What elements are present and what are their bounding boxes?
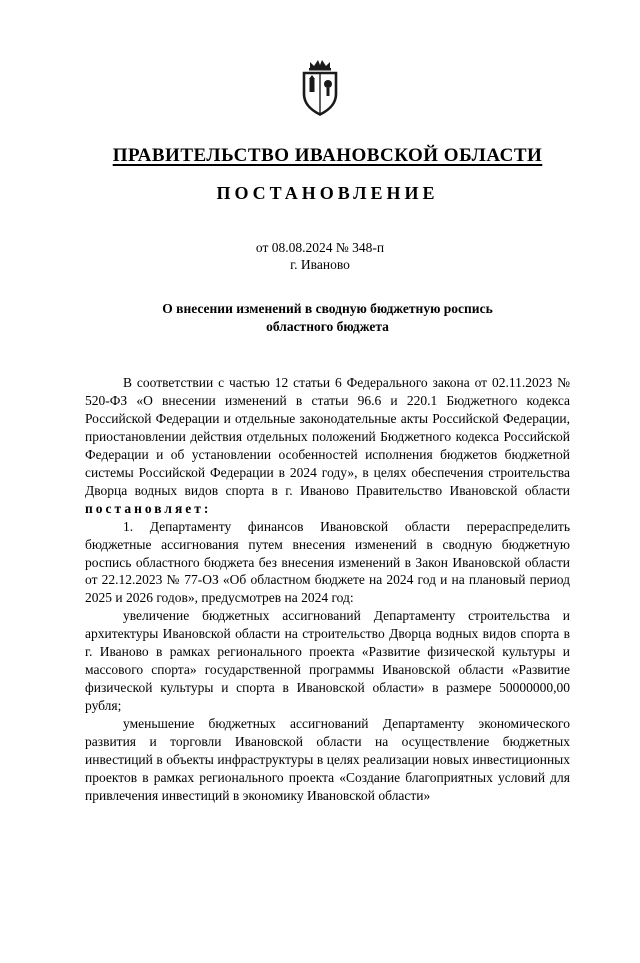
decree-word: постановляет: bbox=[85, 500, 212, 516]
paragraph-decrease-appropriations: уменьшение бюджетных ассигнований Департаменту экономического развития и торговли Ивановской области на осуществление бюджетных инвестиций в объекты инфраструктуры в целях реализации новых инвестиционных проектов в рамках регионального проекта «Создание благоприятных условий для привлечения инвестиций в экономику Ивановской области» bbox=[85, 716, 570, 803]
paragraph-increase-appropriations: увеличение бюджетных ассигнований Департаменту строительства и архитектуры Ивановской области на строительство Дворца водных видов спорта в г. Иваново в рамках регионального проекта «Развитие физической культуры и массового спорта» государственной программы Ивановской области «Развитие физической культуры и спорта в Ивановской области» в размере 50000000,00 рубля; bbox=[85, 608, 570, 714]
date-number-line: от 08.08.2024 № 348-п bbox=[255, 240, 385, 255]
intro-text: В соответствии с частью 12 статьи 6 Федерального закона от 02.11.2023 № 520-ФЗ «О внесении изменений в статьи 96.6 и 220.1 Бюджетного кодекса Российской Федерации и отдельные законодательные акты Российской Федерации, приостановлении действия отдельных положений Бюджетного кодекса Российской Федерации и об установлении особенностей исполнения бюджетов бюджетной системы Российской Федерации в 2024 году», в целях обеспечения строительства Дворца водных видов спорта в г. Иваново Правительство Ивановской области bbox=[85, 374, 570, 498]
paragraph-item-1: 1. Департаменту финансов Ивановской области перераспределить бюджетные ассигнования путем внесения изменений в сводную бюджетную роспись областного бюджета без внесения изменений в Закон Ивановской области от 22.12.2023 № 77-ОЗ «Об областном бюджете на 2024 год и на плановый период 2025 и 2026 годов», предусмотрев на 2024 год: bbox=[85, 518, 570, 606]
subject-line-1: О внесении изменений в сводную бюджетную роспись bbox=[162, 300, 493, 316]
org-title: ПРАВИТЕЛЬСТВО ИВАНОВСКОЙ ОБЛАСТИ bbox=[112, 145, 543, 166]
intro-paragraph bbox=[85, 374, 570, 518]
document-page bbox=[0, 58, 640, 963]
ivanovo-oblast-coat-of-arms-icon bbox=[296, 58, 344, 121]
subject-heading bbox=[85, 300, 570, 336]
document-body bbox=[85, 374, 570, 805]
subject-line-2: областного бюджета bbox=[266, 318, 389, 334]
place-line: г. Иваново bbox=[290, 257, 350, 272]
doc-type-heading: ПОСТАНОВЛЕНИЕ bbox=[216, 183, 439, 203]
